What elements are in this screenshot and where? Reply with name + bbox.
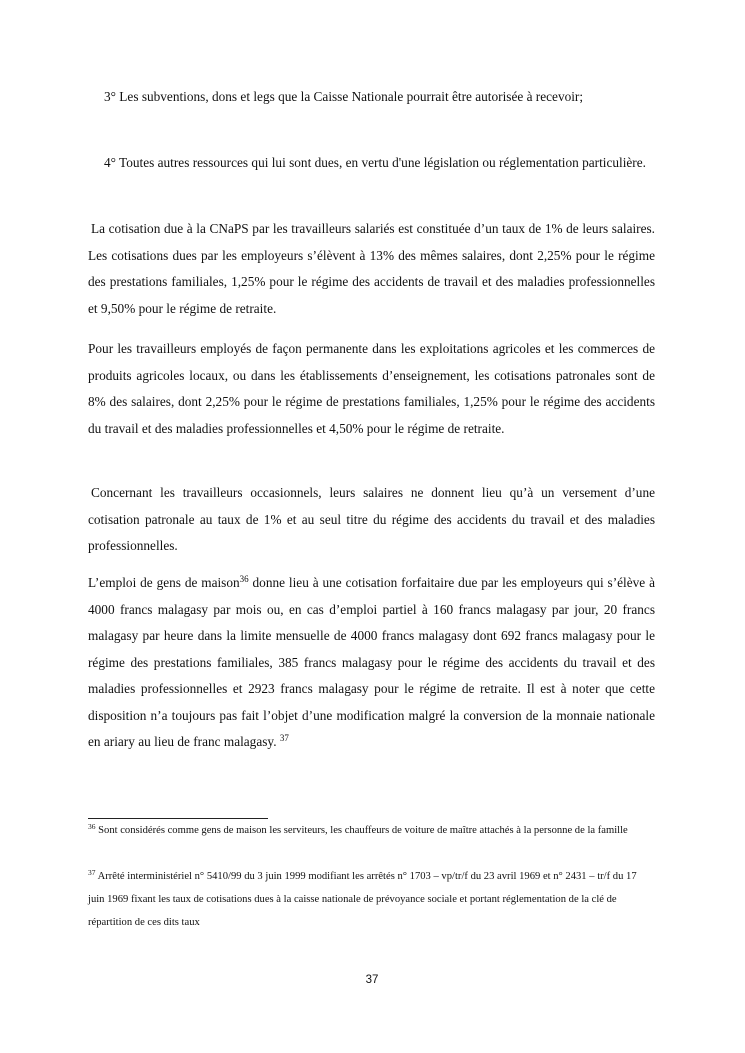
paragraph-cotisation-salaries: La cotisation due à la CNaPS par les travailleurs salariés est constituée d’un taux de 1% de leurs salaires. Les cotisations dues par les employeurs s’élèvent à 13% des mêmes salaires, dont 2,25% pour le régime des prestations familiales, 1,25% pour le régime des accidents de travail et des maladies professionnelles et 9,50% pour le régime de retraite. [88, 221, 655, 316]
footnote-36 [88, 819, 655, 842]
footnote-ref-36[interactable]: 36 [239, 574, 249, 584]
paragraph-gens-de-maison-start: L’emploi de gens de maison [88, 575, 240, 590]
paragraph-subventions: 3° Les subventions, dons et legs que la Caisse Nationale pourrait être autorisée à recevoir; [104, 89, 584, 104]
footnote-ref-37[interactable]: 37 [279, 733, 289, 743]
paragraph-autres-ressources: 4° Toutes autres ressources qui lui sont dues, en vertu d'une législation ou réglementation particulière. [104, 155, 646, 170]
footnote-37-text: Arrêté interministériel n° 5410/99 du 3 juin 1999 modifiant les arrêtés n° 1703 – vp/tr/f du 23 avril 1969 et n° 2431 – tr/f du 17 juin 1969 fixant les taux de cotisations dues à la caisse nationale de prévoyance sociale et portant réglementation de la clé de répartition de ces dits taux [88, 871, 637, 928]
footnote-36-text: Sont considérés comme gens de maison les serviteurs, les chauffeurs de voiture de maître attachés à la personne de la famille [95, 825, 628, 836]
footnote-37 [88, 865, 655, 934]
paragraph-gens-de-maison-body: donne lieu à une cotisation forfaitaire due par les employeurs qui s’élève à 4000 francs malagasy par mois ou, en cas d’emploi partiel à 160 francs malagasy par jour, 20 francs malagasy par heure dans la limite mensuelle de 4000 francs malagasy dont 692 francs malagasy pour le régime des prestations familiales, 385 francs malagasy pour le régime des accidents du travail et des maladies professionnelles et 2923 francs malagasy pour le régime de retraite. Il est à noter que cette disposition n’a toujours pas fait l’objet d’une modification malgré la conversion de la monnaie nationale en ariary au lieu de franc malagasy. [88, 575, 655, 749]
paragraph-travailleurs-permanents: Pour les travailleurs employés de façon permanente dans les exploitations agricoles et les commerces de produits agricoles locaux, ou dans les établissements d’enseignement, les cotisations patronales sont de 8% des salaires, dont 2,25% pour le régime de prestations familiales, 1,25% pour le régime des accidents du travail et des maladies professionnelles et 4,50% pour le régime de retraite. [88, 341, 655, 436]
page-number: 37 [365, 974, 379, 986]
paragraph-travailleurs-occasionnels: Concernant les travailleurs occasionnels, leurs salaires ne donnent lieu qu’à un versement d’une cotisation patronale au taux de 1% et au seul titre du régime des accidents du travail et des maladies professionnelles. [88, 485, 655, 553]
footnote-36-number: 36 [88, 822, 96, 831]
footnote-37-number: 37 [88, 868, 96, 877]
paragraph-gens-de-maison [88, 570, 655, 756]
